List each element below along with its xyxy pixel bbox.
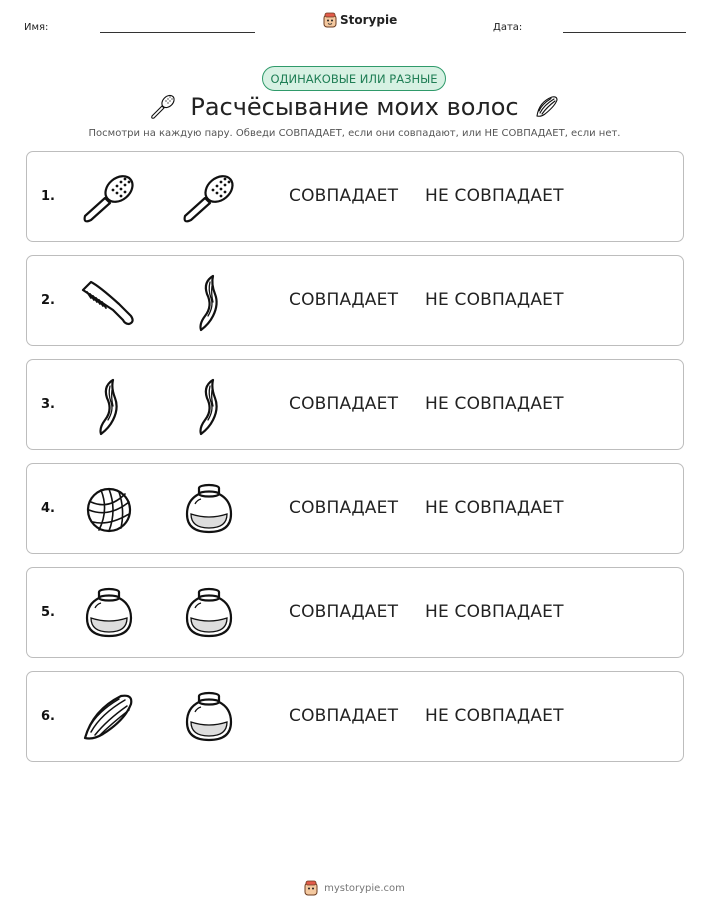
category-badge: ОДИНАКОВЫЕ ИЛИ РАЗНЫЕ [262, 66, 446, 91]
jar-icon [179, 480, 239, 540]
question-number: 3. [41, 397, 55, 412]
hairbrush-icon [179, 168, 239, 228]
question-number: 4. [41, 501, 55, 516]
yarn-ball-icon [79, 480, 139, 540]
comb-icon [79, 272, 139, 332]
question-row-6 [26, 671, 684, 762]
brand-logo [323, 12, 397, 28]
hair-lock-icon [79, 688, 139, 748]
jar-icon [79, 584, 139, 644]
question-row-2 [26, 255, 684, 346]
match-option[interactable]: СОВПАДАЕТ [289, 602, 399, 622]
hairbrush-icon [79, 168, 139, 228]
footer-url[interactable]: mystorypie.com [324, 882, 405, 894]
brand-name: Storypie [340, 13, 398, 27]
hair-strand-icon [179, 376, 239, 436]
question-row-1 [26, 151, 684, 242]
no-match-option[interactable]: НЕ СОВПАДАЕТ [425, 186, 564, 206]
name-field[interactable] [100, 32, 255, 33]
match-option[interactable]: СОВПАДАЕТ [289, 394, 399, 414]
match-option[interactable]: СОВПАДАЕТ [289, 186, 399, 206]
storypie-mascot-icon [304, 880, 318, 896]
question-number: 5. [41, 605, 55, 620]
page-header [0, 0, 709, 50]
hair-strand-icon [179, 272, 239, 332]
page-footer [0, 880, 709, 896]
no-match-option[interactable]: НЕ СОВПАДАЕТ [425, 602, 564, 622]
match-option[interactable]: СОВПАДАЕТ [289, 290, 399, 310]
question-number: 2. [41, 293, 55, 308]
page-title: Расчёсывание моих волос [190, 93, 519, 121]
hair-strand-icon [79, 376, 139, 436]
no-match-option[interactable]: НЕ СОВПАДАЕТ [425, 706, 564, 726]
question-number: 6. [41, 709, 55, 724]
question-row-3 [26, 359, 684, 450]
no-match-option[interactable]: НЕ СОВПАДАЕТ [425, 498, 564, 518]
jar-icon [179, 584, 239, 644]
hair-lock-icon [532, 91, 562, 121]
no-match-option[interactable]: НЕ СОВПАДАЕТ [425, 394, 564, 414]
jar-icon [179, 688, 239, 748]
match-option[interactable]: СОВПАДАЕТ [289, 498, 399, 518]
instruction-text: Посмотри на каждую пару. Обведи СОВПАДАЕТ, если они совпадают, или НЕ СОВПАДАЕТ, если нет. [88, 128, 621, 139]
storypie-mascot-icon [323, 12, 337, 28]
name-label: Имя: [24, 22, 49, 33]
no-match-option[interactable]: НЕ СОВПАДАЕТ [425, 290, 564, 310]
question-row-4 [26, 463, 684, 554]
question-row-5 [26, 567, 684, 658]
date-label: Дата: [493, 22, 523, 33]
match-option[interactable]: СОВПАДАЕТ [289, 706, 399, 726]
question-number: 1. [41, 189, 55, 204]
date-field[interactable] [563, 32, 686, 33]
